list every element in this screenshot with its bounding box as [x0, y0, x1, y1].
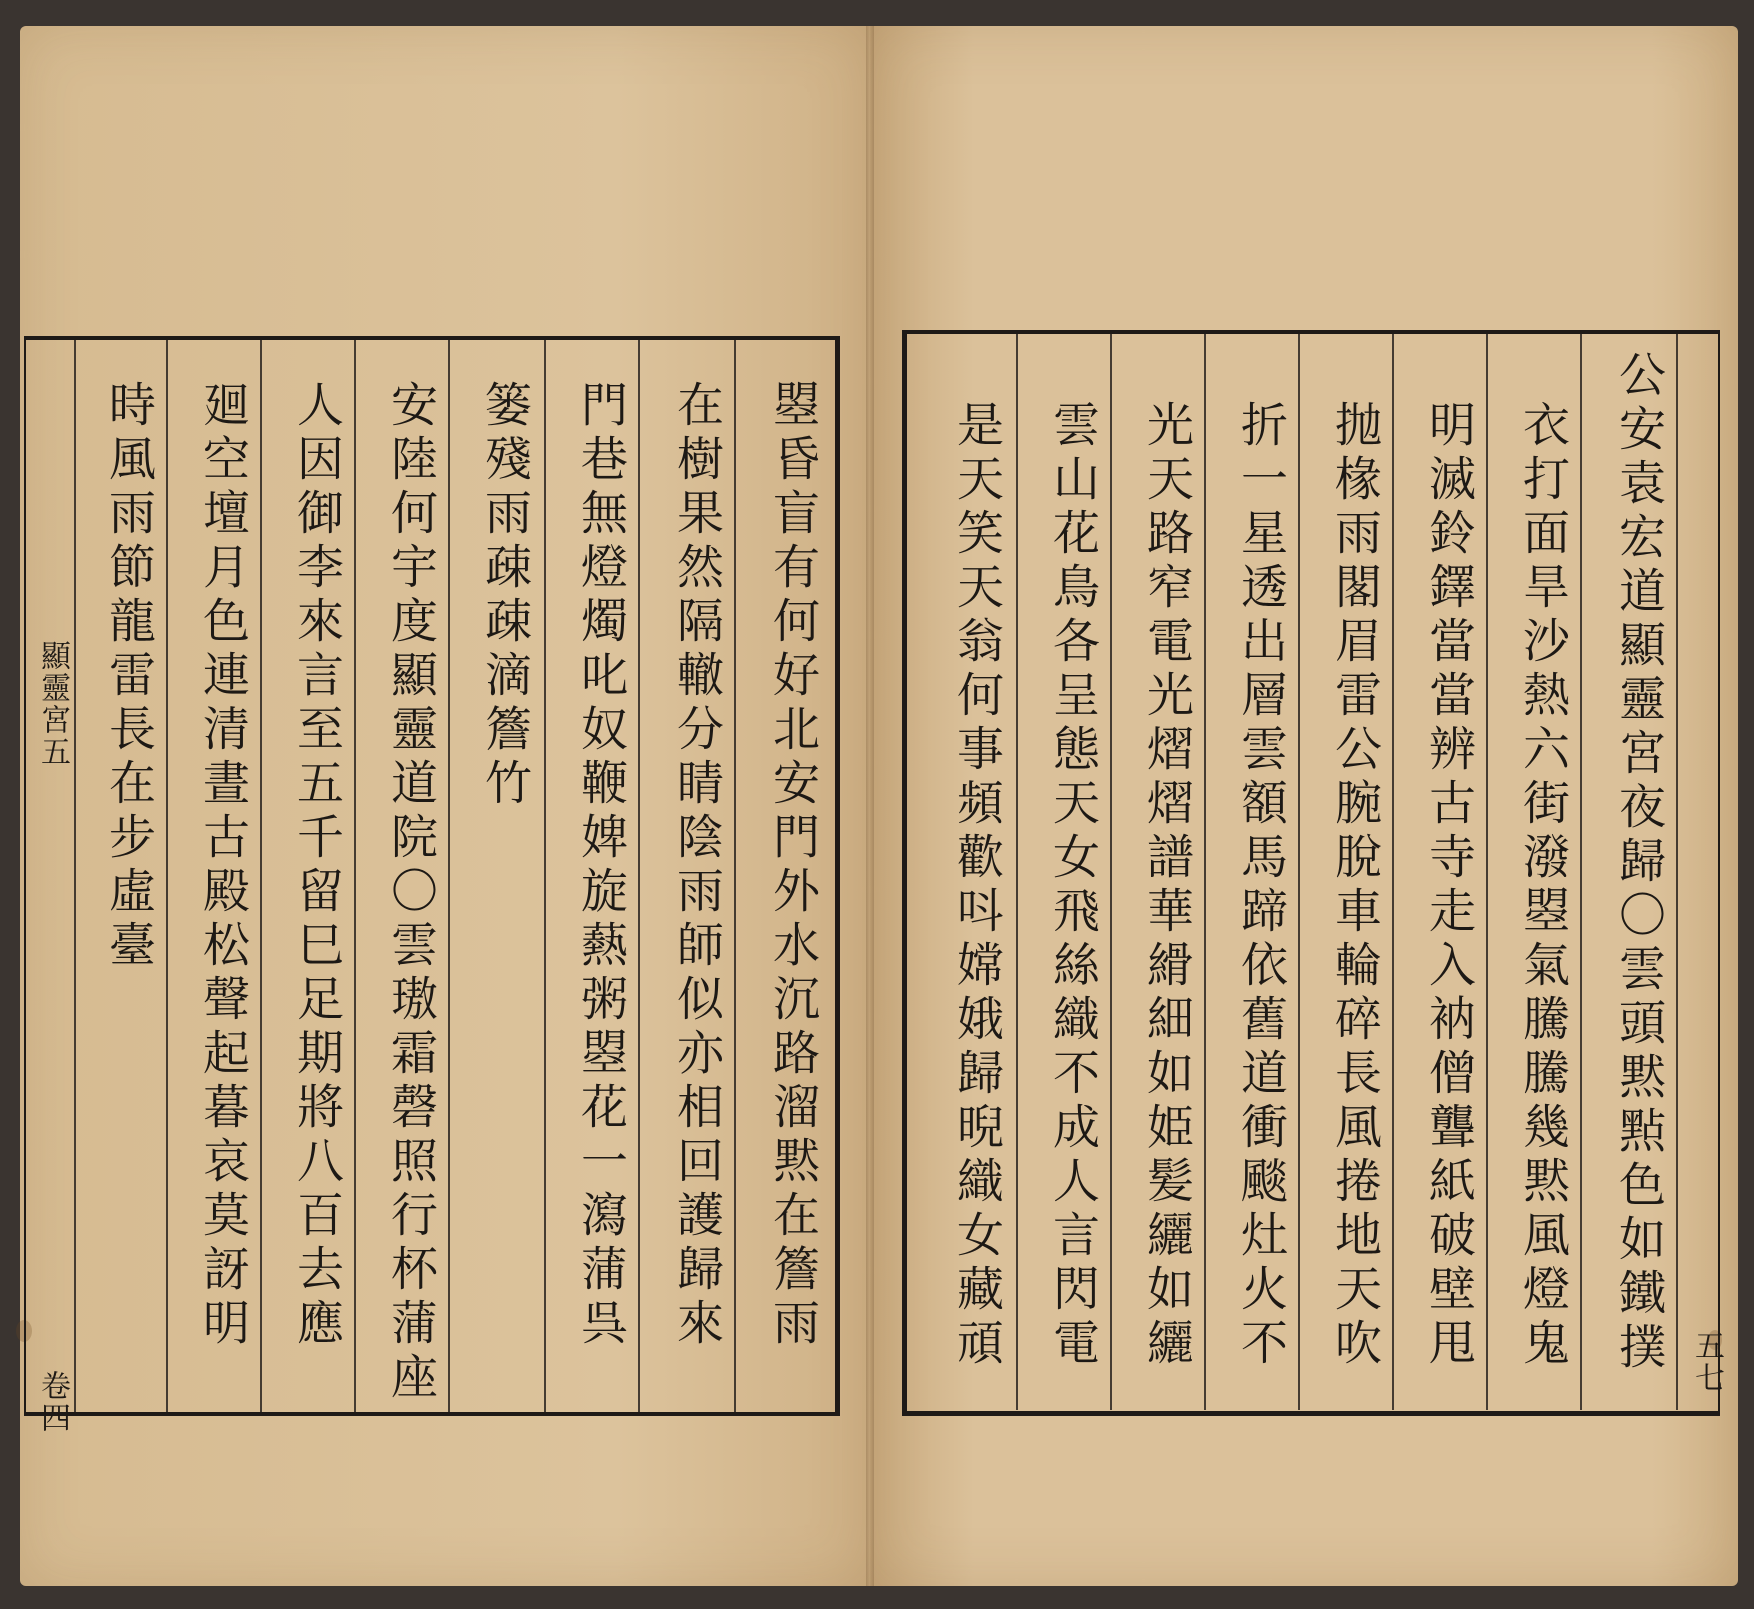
margin-volume: 卷四: [35, 1370, 70, 1434]
text-column: 光天路窄電光熠熠譜華縎細如姫髪纚如纚: [1139, 400, 1194, 1372]
column-rule: [544, 340, 546, 1412]
text-column: 廻空壇月色連清晝古殿松聲起暮哀莫訝明: [195, 380, 250, 1352]
column-rule: [1110, 334, 1112, 1410]
text-column: 時風雨節龍雷長在步虛臺: [101, 380, 156, 974]
page-number: 五七: [1689, 1330, 1724, 1394]
column-rule: [1204, 334, 1206, 1410]
text-column: 篓殘雨疎疎滴簷竹: [477, 380, 532, 812]
text-column: 在樹果然隔轍分睛陰雨師似亦相回護歸來: [669, 380, 724, 1352]
column-rule: [1580, 334, 1582, 1410]
text-column: 門巷無燈燭叱奴鞭婢旋爇粥曌花一瀉蒲呉: [573, 380, 628, 1352]
margin-title: 顯靈宮五: [35, 640, 70, 768]
column-rule: [638, 340, 640, 1412]
text-column: 折一星透出層雲額馬蹄依舊道衝颷灶火不: [1233, 400, 1288, 1372]
text-column: 是天笑天翁何事頻歡呌嫦娥歸晲織女藏頑: [949, 400, 1004, 1372]
column-rule: [354, 340, 356, 1412]
column-rule: [1392, 334, 1394, 1410]
column-rule: [166, 340, 168, 1412]
column-rule: [260, 340, 262, 1412]
text-column: 人因御李來言至五千留巳足期將八百去應: [289, 380, 344, 1352]
text-column: 抛椽雨閣眉雷公腕脫車輪碎長風捲地天吹: [1327, 400, 1382, 1372]
column-rule: [74, 340, 76, 1412]
text-column: 衣打面旱沙熱六街潑曌氣騰騰幾黙風燈鬼: [1515, 400, 1570, 1372]
text-column: 雲山花鳥各呈態天女飛絲織不成人言閃電: [1045, 400, 1100, 1372]
text-column: 公安袁宏道顯靈宮夜歸〇雲頭黙㸃色如鐵撲: [1611, 350, 1666, 1376]
column-rule: [1486, 334, 1488, 1410]
column-rule: [734, 340, 736, 1412]
column-rule: [448, 340, 450, 1412]
text-column: 曌昏盲有何好北安門外水沉路溜黙在簷雨: [765, 380, 820, 1352]
text-column: 明滅鈴鐸當當辨古寺走入衲僧聾紙破壁甩: [1421, 400, 1476, 1372]
column-rule: [1016, 334, 1018, 1410]
text-column: 安陸何宇度顯靈道院〇雲璈霜磬照行杯蒲座: [383, 380, 438, 1406]
column-rule: [1298, 334, 1300, 1410]
column-rule: [1676, 334, 1678, 1410]
book-gutter: [866, 26, 874, 1586]
